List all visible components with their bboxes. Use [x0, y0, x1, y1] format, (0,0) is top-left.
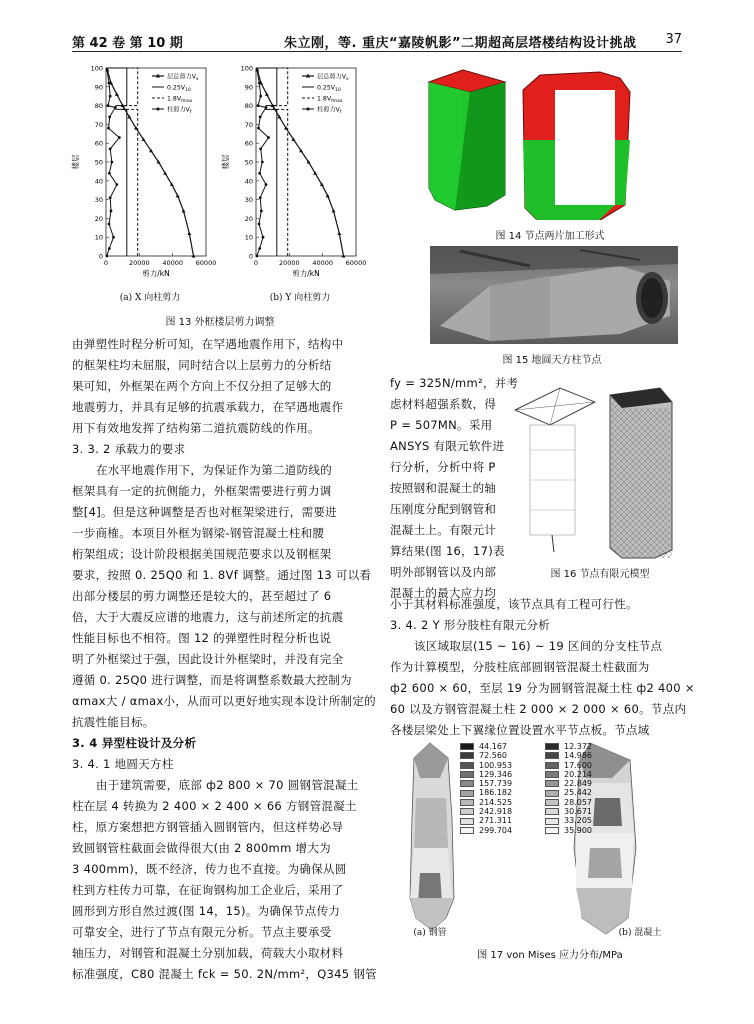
fig13-subcaption-a: (a) X 向柱剪力: [119, 293, 181, 303]
data-point: [260, 209, 263, 212]
legend-value: 157.739: [479, 779, 513, 789]
text-line: ANSYS 有限元软件进: [390, 439, 505, 453]
fig15-column-node-photo: [430, 246, 678, 344]
legend-entry: [460, 788, 512, 797]
data-point: [267, 136, 270, 139]
legend-label: [167, 85, 191, 94]
y-tick-label: 70: [94, 120, 103, 129]
fig17-subcaption-b: (b) 混凝土: [618, 928, 662, 938]
legend-swatch: [545, 743, 559, 750]
data-point: [265, 106, 268, 109]
text-line: 3. 4. 2 Y 形分肢柱有限元分析: [390, 618, 551, 632]
legend-entry: [545, 788, 592, 797]
legend-label: [167, 73, 199, 83]
legend-swatch: [460, 780, 474, 787]
legend-marker: [307, 108, 310, 111]
x-tick-label: 60000: [345, 259, 367, 267]
legend-swatch: [545, 808, 559, 815]
legend-label: [167, 96, 193, 105]
legend-swatch: [545, 799, 559, 806]
legend-swatch: [460, 818, 474, 825]
data-point: [109, 147, 112, 150]
data-point: [108, 247, 111, 250]
legend-value: 271.311: [479, 816, 513, 826]
data-point: [258, 247, 261, 250]
y-tick-label: 0: [248, 252, 253, 261]
legend-value: 25.442: [564, 788, 592, 798]
data-point: [109, 196, 112, 199]
fig17-legend-steel: [460, 742, 512, 835]
text-line: 该区域取层(15 ~ 16) ~ 19 区间的分支柱节点: [414, 639, 663, 653]
text-line: 压刚度分配到钢管和: [390, 502, 497, 516]
data-point: [265, 183, 268, 186]
y-tick-label: 40: [244, 177, 253, 186]
y-tick-label: 50: [244, 158, 253, 167]
text-line: 桁架组成；设计阶段根据美国规范要求以及钢框架: [72, 547, 332, 561]
legend-value: 35.900: [564, 825, 592, 835]
legend-swatch: [545, 780, 559, 787]
legend-entry: [545, 826, 592, 835]
data-point: [109, 95, 112, 98]
y-tick-label: 100: [240, 64, 253, 73]
legend-swatch: [460, 762, 474, 769]
legend-entry: [545, 742, 592, 751]
legend-value: 299.704: [479, 825, 513, 835]
data-point: [257, 104, 260, 107]
legend-swatch: [460, 752, 474, 759]
y-axis-label: 楼层: [71, 154, 80, 170]
data-point: [112, 236, 115, 239]
text-line: 轴压力，对钢管和混凝土分别加载，荷载大小取材料: [72, 946, 344, 960]
data-point: [259, 115, 262, 118]
y-tick-label: 80: [94, 102, 103, 111]
legend-entry: [460, 742, 512, 751]
right-column-narrow-text: [390, 373, 518, 604]
x-tick-label: 20000: [128, 259, 150, 267]
text-line: 由于建筑需要，底部 ф2 800 × 70 圆钢管混凝土: [96, 778, 359, 792]
legend-entry: [460, 770, 512, 779]
legend-value: 242.918: [479, 807, 513, 817]
data-point: [256, 68, 259, 71]
text-line: 柱在层 4 转换为 2 400 × 2 400 × 66 方钢管混凝土: [72, 799, 357, 813]
y-tick-label: 80: [244, 102, 253, 111]
text-line: 明了外框梁过于强，因此设计外框梁时，并没有完全: [72, 652, 344, 666]
legend-value: 14.986: [564, 751, 592, 761]
legend-label: [167, 106, 192, 116]
x-axis-label: 剪力/kN: [292, 269, 320, 278]
fig15-caption: 图 15 地圆天方柱节点: [502, 355, 602, 366]
running-header: [72, 30, 682, 52]
legend-value: 22.849: [564, 779, 592, 789]
text-line: 用下有效地发挥了结构第二道抗震防线的作用。: [72, 421, 320, 435]
legend-entry: [545, 770, 592, 779]
legend-value: 100.953: [479, 760, 513, 770]
fig17-legend-concrete: [545, 742, 592, 835]
data-point: [337, 231, 341, 235]
legend-label: [317, 96, 343, 105]
legend-entry: [460, 816, 512, 825]
legend-swatch: [460, 743, 474, 750]
legend-entry: [545, 816, 592, 825]
data-point: [118, 136, 121, 139]
text-line: 一步商榷。本项目外框为钢梁-钢管混凝土柱和腰: [72, 526, 325, 540]
legend-value: 44.167: [479, 742, 507, 751]
y-tick-label: 70: [244, 120, 253, 129]
text-line: fy = 325N/mm²，并考: [390, 376, 519, 390]
text-line: 倍，大于大震反应谱的地震力，这与前述所定的抗震: [72, 610, 344, 624]
fig13b-chart: [218, 60, 373, 285]
text-line: 抗震性能目标。: [72, 715, 155, 729]
legend-label: [317, 85, 341, 94]
text-line: 框架具有一定的抗侧能力，外框架需要进行剪力调: [72, 484, 332, 498]
y-tick-label: 100: [90, 64, 103, 73]
fig14-illustration: [415, 60, 680, 220]
text-line: 柱到方柱传力可靠，在征询钢构加工企业后，采用了: [72, 883, 344, 897]
text-line: 3. 3. 2 承载力的要求: [72, 442, 186, 456]
data-point: [108, 82, 111, 85]
left-column-text: [72, 334, 377, 985]
y-tick-label: 10: [244, 233, 253, 242]
fig17-illustration: [390, 738, 680, 938]
legend-swatch: [460, 771, 474, 778]
legend-swatch: [460, 808, 474, 815]
legend-entry: [545, 761, 592, 770]
legend-entry: [460, 826, 512, 835]
data-point: [332, 209, 336, 213]
page-number: 37: [665, 32, 682, 47]
legend-subscript: x: [195, 77, 199, 82]
legend-swatch: [460, 799, 474, 806]
legend-value: 129.346: [479, 769, 513, 779]
x-axis-label: 剪力/kN: [142, 269, 170, 278]
legend-entry: [460, 751, 512, 760]
data-point: [108, 223, 111, 226]
y-tick-label: 60: [94, 139, 103, 148]
text-line: 圆形到方形自然过渡(图 14，15)。为确保节点传力: [72, 904, 341, 918]
data-point: [258, 223, 261, 226]
text-line: 作为计算模型，分肢柱底部圆钢管混凝土柱截面为: [390, 660, 650, 674]
data-point: [106, 68, 109, 71]
legend-entry: [545, 807, 592, 816]
data-point: [107, 104, 110, 107]
legend-subscript: 10: [185, 88, 191, 93]
text-line: 混凝土的最大应力均: [390, 586, 497, 600]
legend-marker: [157, 108, 160, 111]
legend-subscript: 10: [335, 88, 341, 93]
legend-value: 214.525: [479, 797, 513, 807]
data-point: [259, 196, 262, 199]
x-tick-label: 20000: [278, 259, 300, 267]
data-point: [255, 255, 258, 258]
text-line: 标准强度，C80 混凝土 fck = 50. 2N/mm²，Q345 钢管: [72, 967, 377, 981]
text-line: 出部分楼层的剪力调整还是较大的，甚至超过了 6: [72, 589, 332, 603]
legend-text: 层总剪力V: [317, 73, 346, 81]
y-axis-label: 楼层: [221, 154, 230, 170]
plot-frame: [256, 68, 356, 256]
fig13-subcaption-b: (b) Y 向柱剪力: [269, 293, 331, 303]
legend-entry: [545, 779, 592, 788]
fig17-caption: 图 17 von Mises 应力分布/MPa: [477, 950, 623, 961]
legend-entry: [545, 798, 592, 807]
fig14-models: [415, 60, 680, 220]
x-tick-label: 0: [253, 259, 259, 267]
text-line: 可靠安全，进行了节点有限元分析。节点主要承受: [72, 925, 332, 939]
data-point: [115, 183, 118, 186]
y-tick-label: 0: [98, 252, 103, 261]
data-point: [108, 115, 111, 118]
data-point: [182, 209, 186, 213]
text-line: 整[4]。但是这种调整是否也对框架梁进行，需要进: [72, 505, 337, 519]
legend-entry: [460, 798, 512, 807]
legend-value: 186.182: [479, 788, 513, 798]
y-tick-label: 40: [94, 177, 103, 186]
y-tick-label: 20: [244, 214, 253, 223]
legend-label: [317, 106, 342, 116]
x-tick-label: 60000: [195, 259, 217, 267]
fig16-fe-model: [510, 380, 680, 560]
text-line: 地震剪力，并具有足够的抗震承载力，在罕遇地震作: [72, 400, 344, 414]
fig16-illustration: [510, 380, 680, 560]
text-line: 柱，原方案想把方钢管插入圆钢管内，但这样势必导: [72, 820, 344, 834]
series-line-1: [256, 68, 277, 256]
text-line: P = 507MN。采用: [390, 418, 493, 432]
legend-text: 0.25V: [167, 84, 186, 92]
legend-value: 28.057: [564, 797, 592, 807]
legend-entry: [460, 761, 512, 770]
legend-swatch: [545, 762, 559, 769]
x-tick-label: 0: [103, 259, 109, 267]
text-line: 按照钢和混凝土的轴: [390, 481, 497, 495]
legend-text: 柱剪力V: [317, 106, 340, 114]
fig17-subcaption-a: (a) 钢管: [413, 928, 447, 938]
text-line: 各楼层梁处上下翼缘位置设置水平节点板。节点域: [390, 723, 650, 737]
x-tick-label: 40000: [312, 259, 334, 267]
series-line-3: [107, 70, 120, 256]
data-point: [259, 95, 262, 98]
fig16-caption: 图 16 节点有限元模型: [550, 569, 650, 580]
fig13-caption: 图 13 外框楼层剪力调整: [165, 317, 275, 328]
text-line: 虑材料超强系数，得: [390, 397, 497, 411]
running-title: 朱立刚，等. 重庆“嘉陵帆影”二期超高层塔楼结构设计挑战: [284, 36, 637, 51]
text-line: 60 以及方钢管混凝土柱 2 000 × 2 000 × 60。节点内: [390, 702, 687, 716]
data-point: [187, 231, 191, 235]
fig13a-chart: [68, 60, 223, 285]
legend-label: [317, 73, 349, 83]
text-line: 3. 4 异型柱设计及分析: [72, 736, 197, 750]
legend-swatch: [545, 790, 559, 797]
data-point: [259, 147, 262, 150]
text-line: 的框架柱均未屈服，同时结合以上层剪力的分析结: [72, 358, 332, 372]
legend-swatch: [545, 752, 559, 759]
data-point: [105, 255, 108, 258]
data-point: [257, 127, 260, 130]
legend-value: 12.372: [564, 742, 592, 751]
y-tick-label: 50: [94, 158, 103, 167]
legend-swatch: [545, 771, 559, 778]
fig15-photo: [430, 246, 678, 344]
text-line: 果可知，外框架在两个方向上不仅分担了足够大的: [72, 379, 332, 393]
legend-swatch: [460, 827, 474, 834]
data-point: [261, 161, 264, 164]
text-line: ф2 600 × 60，至层 19 分为圆钢管混凝土柱 ф2 400 ×: [390, 681, 695, 695]
data-point: [258, 172, 261, 175]
text-line: 要求，按照 0. 25Q0 和 1. 8Vf 调整。通过图 13 可以看: [72, 568, 372, 582]
text-line: 在水平地震作用下，为保证作为第二道防线的: [96, 463, 332, 477]
text-line: 混凝土上。有限元计: [390, 523, 497, 537]
legend-text: 1.8V: [167, 95, 182, 103]
fig14-caption: 图 14 节点两片加工形式: [495, 231, 605, 242]
text-line: 行分析，分析中将 P: [390, 460, 496, 474]
legend-text: 1.8V: [317, 95, 332, 103]
y-tick-label: 10: [94, 233, 103, 242]
legend-subscript: fmax: [331, 99, 343, 104]
legend-swatch: [545, 818, 559, 825]
right-column-text: [390, 594, 695, 741]
legend-subscript: f: [189, 110, 192, 115]
text-line: αmax大 / αmax小，从而可以更好地实现本设计所制定的: [72, 694, 376, 708]
plot-frame: [106, 68, 206, 256]
fig17-stress-contours: [390, 738, 680, 938]
legend-entry: [460, 807, 512, 816]
data-point: [258, 82, 261, 85]
text-line: 3. 4. 1 地圆天方柱: [72, 757, 174, 771]
legend-text: 层总剪力V: [167, 73, 196, 81]
legend-swatch: [460, 790, 474, 797]
x-tick-label: 40000: [162, 259, 184, 267]
legend-entry: [460, 779, 512, 788]
legend-text: 柱剪力V: [167, 106, 190, 114]
legend-text: 0.25V: [317, 84, 336, 92]
text-line: 致圆钢管柱截面会做得很大(由 2 800mm 增大为: [72, 841, 331, 855]
text-line: 由弹塑性时程分析可知，在罕遇地震作用下，结构中: [72, 337, 344, 351]
y-tick-label: 30: [244, 196, 253, 205]
data-point: [114, 106, 117, 109]
data-point: [107, 127, 110, 130]
legend-subscript: fmax: [181, 99, 193, 104]
legend-value: 72.560: [479, 751, 507, 761]
y-tick-label: 20: [94, 214, 103, 223]
text-line: 算结果(图 16，17)表: [390, 544, 505, 558]
text-line: 小于其材料标准强度，该节点具有工程可行性。: [390, 597, 638, 611]
text-line: 3 400mm)，既不经济，传力也不直接。为确保从圆: [72, 862, 347, 876]
data-point: [108, 172, 111, 175]
y-tick-label: 60: [244, 139, 253, 148]
legend-value: 30.671: [564, 807, 592, 817]
text-line: 明外部钢管以及内部: [390, 565, 497, 579]
volume-issue: 第 42 卷 第 10 期: [72, 36, 183, 51]
legend-value: 33.205: [564, 816, 592, 826]
text-line: 遵循 0. 25Q0 进行调整，而是将调整系数最大控制为: [72, 673, 352, 687]
data-point: [262, 236, 265, 239]
y-tick-label: 30: [94, 196, 103, 205]
data-point: [110, 161, 113, 164]
y-tick-label: 90: [244, 83, 253, 92]
legend-subscript: x: [345, 77, 349, 82]
legend-swatch: [545, 827, 559, 834]
legend-entry: [545, 751, 592, 760]
legend-subscript: f: [339, 110, 342, 115]
data-point: [110, 209, 113, 212]
legend-value: 20.214: [564, 769, 592, 779]
legend-value: 17.600: [564, 760, 592, 770]
y-tick-label: 90: [94, 83, 103, 92]
text-line: 性能目标也不相符。图 12 的弹塑性时程分析也说: [72, 631, 332, 645]
